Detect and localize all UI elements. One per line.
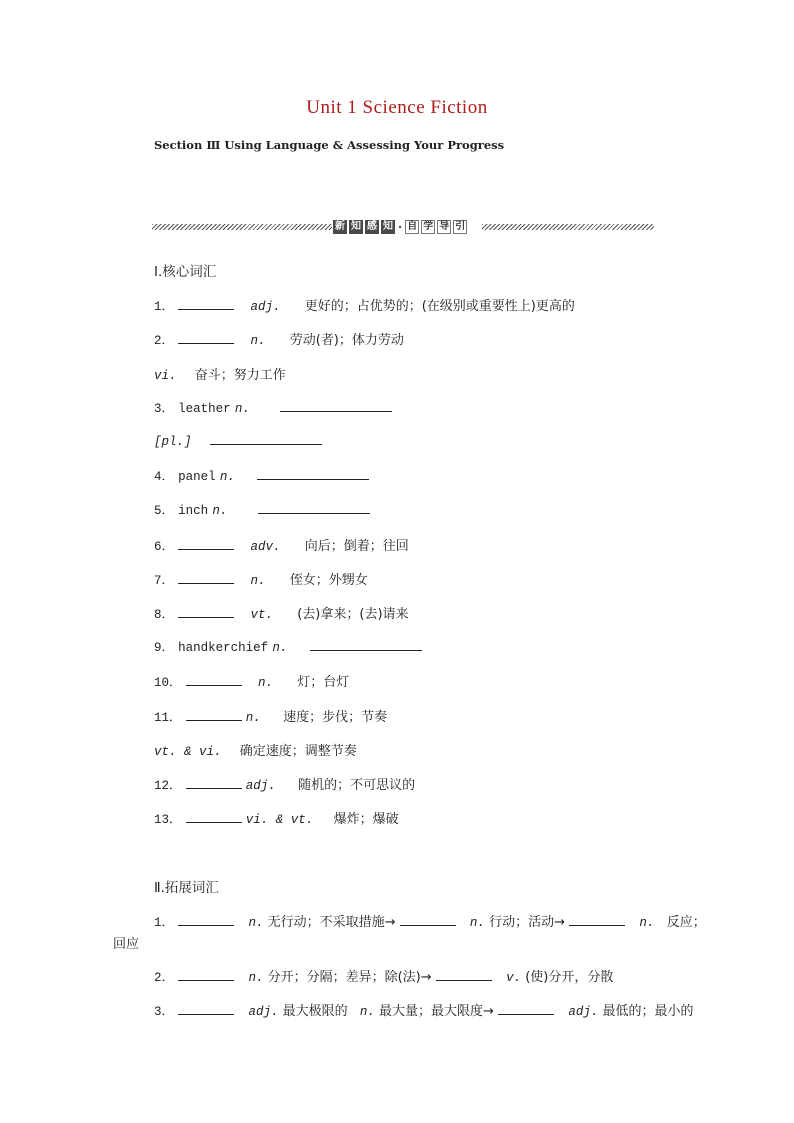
extension-item: 3． adj. 最大极限的 n. 最大量；最大限度→ adj. 最低的；最小的 xyxy=(154,1004,694,1019)
answer-blank[interactable] xyxy=(280,399,392,412)
section2-heading: Ⅱ.拓展词汇 xyxy=(154,880,219,896)
answer-blank[interactable] xyxy=(178,913,234,926)
answer-blank[interactable] xyxy=(178,571,234,584)
vocab-item-extra: vt. & vi. 确定速度；调整节奏 xyxy=(154,744,357,759)
answer-blank[interactable] xyxy=(178,297,234,310)
vocab-item: 10． n. 灯；台灯 xyxy=(154,675,350,690)
vocab-item: 3． leather n. xyxy=(154,398,392,416)
banner-char: 知 xyxy=(383,221,393,232)
answer-blank[interactable] xyxy=(186,673,242,686)
answer-blank[interactable] xyxy=(569,913,625,926)
extension-item-continued: 回应 xyxy=(113,937,140,952)
banner-badge xyxy=(333,219,467,235)
vocab-item: 8． vt. (去)拿来；(去)请来 xyxy=(154,607,409,622)
section-subtitle: Section Ⅲ Using Language & Assessing Your Progress xyxy=(154,138,505,152)
answer-blank[interactable] xyxy=(310,638,422,651)
banner-hatch-left xyxy=(152,224,332,230)
vocab-item: 11． n. 速度；步伐；节奏 xyxy=(154,710,388,725)
vocab-item: 13． vi. & vt. 爆炸；爆破 xyxy=(154,812,399,827)
banner-separator-dot: · xyxy=(398,220,403,234)
vocab-item: 1． adj. 更好的；占优势的；(在级别或重要性上)更高的 xyxy=(154,299,575,314)
vocab-item: 5． inch n. xyxy=(154,500,370,518)
answer-blank[interactable] xyxy=(257,467,369,480)
answer-blank[interactable] xyxy=(178,605,234,618)
banner-char: 感 xyxy=(367,221,377,232)
answer-blank[interactable] xyxy=(498,1002,554,1015)
section1-heading: Ⅰ.核心词汇 xyxy=(154,264,217,280)
vocab-item-extra: [pl.] xyxy=(154,432,322,449)
answer-blank[interactable] xyxy=(178,537,234,550)
answer-blank[interactable] xyxy=(186,776,242,789)
extension-item: 2． n. 分开；分隔；差异；除(法)→ v. (使)分开，分散 xyxy=(154,970,614,985)
vocab-item: 2． n. 劳动(者)；体力劳动 xyxy=(154,333,404,348)
banner-hatch-right xyxy=(482,224,654,230)
answer-blank[interactable] xyxy=(258,501,370,514)
answer-blank[interactable] xyxy=(178,1002,234,1015)
vocab-item: 6． adv. 向后；倒着；往回 xyxy=(154,539,409,554)
vocab-item: 4． panel n. xyxy=(154,466,369,484)
banner-char: 自 xyxy=(407,221,418,232)
banner-char: 知 xyxy=(351,221,361,232)
answer-blank[interactable] xyxy=(178,968,234,981)
answer-blank[interactable] xyxy=(436,968,492,981)
vocab-item: 12． adj. 随机的；不可思议的 xyxy=(154,778,416,793)
answer-blank[interactable] xyxy=(186,708,242,721)
banner-char: 引 xyxy=(455,221,466,232)
vocab-item-extra: vi. 奋斗；努力工作 xyxy=(154,368,286,383)
answer-blank[interactable] xyxy=(210,432,322,445)
banner-char: 新 xyxy=(335,221,345,232)
vocab-item: 7． n. 侄女；外甥女 xyxy=(154,573,368,588)
vocab-item: 9． handkerchief n. xyxy=(154,637,422,655)
extension-item: 1． n. 无行动；不采取措施→ n. 行动；活动→ n. 反应； xyxy=(154,915,706,930)
banner-char: 学 xyxy=(423,221,434,232)
answer-blank[interactable] xyxy=(186,810,242,823)
banner-char: 导 xyxy=(439,221,450,232)
section-banner xyxy=(152,219,654,235)
page-title: Unit 1 Science Fiction xyxy=(306,97,488,118)
answer-blank[interactable] xyxy=(400,913,456,926)
answer-blank[interactable] xyxy=(178,331,234,344)
